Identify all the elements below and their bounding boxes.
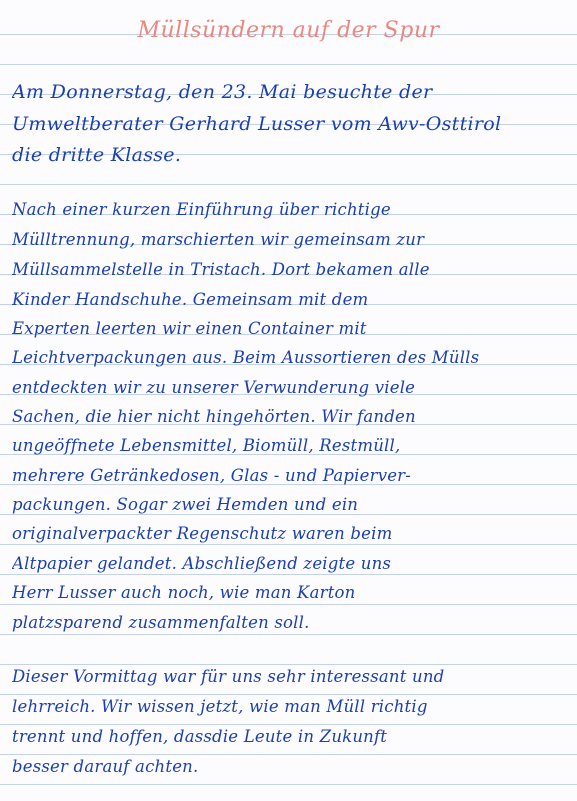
text-line: Experten leerten wir einen Container mit — [12, 319, 367, 338]
text-line: lehrreich. Wir wissen jetzt, wie man Müll richtig — [12, 697, 428, 716]
text-line: Müllsammelstelle in Tristach. Dort bekamen alle — [12, 260, 430, 279]
text-line: Mülltrennung, marschierten wir gemeinsam zur — [12, 230, 425, 249]
text-line: entdeckten wir zu unserer Verwunderung viele — [12, 378, 416, 397]
text-line: ungeöffnete Lebensmittel, Biomüll, Restmüll, — [12, 436, 401, 455]
text-line: Altpapier gelandet. Abschließend zeigte uns — [12, 554, 392, 573]
text-line: Herr Lusser auch noch, wie man Karton — [12, 583, 356, 602]
text-line: packungen. Sogar zwei Hemden und ein — [12, 495, 359, 514]
text-line: Nach einer kurzen Einführung über richtige — [12, 200, 391, 219]
text-line: originalverpackter Regenschutz waren beim — [12, 524, 393, 543]
text-line: Dieser Vormittag war für uns sehr interessant und — [12, 667, 445, 686]
text-line: platzsparend zusammenfalten soll. — [12, 613, 310, 632]
text-line: Umweltberater Gerhard Lusser vom Awv-Osttirol — [12, 113, 502, 135]
text-line: die dritte Klasse. — [12, 144, 182, 166]
text-line: trennt und hoffen, dassdie Leute in Zukunft — [12, 727, 388, 746]
text-line: Leichtverpackungen aus. Beim Aussortieren des Mülls — [12, 348, 480, 367]
text-line: Sachen, die hier nicht hingehörten. Wir fanden — [12, 407, 416, 426]
text-line: mehrere Getränkedosen, Glas - und Papierver- — [12, 466, 412, 485]
text-line: besser darauf achten. — [12, 757, 199, 776]
text-line: Am Donnerstag, den 23. Mai besuchte der — [12, 81, 433, 103]
page-title: Müllsündern auf der Spur — [137, 18, 440, 43]
text-line: Kinder Handschuhe. Gemeinsam mit dem — [12, 290, 369, 309]
